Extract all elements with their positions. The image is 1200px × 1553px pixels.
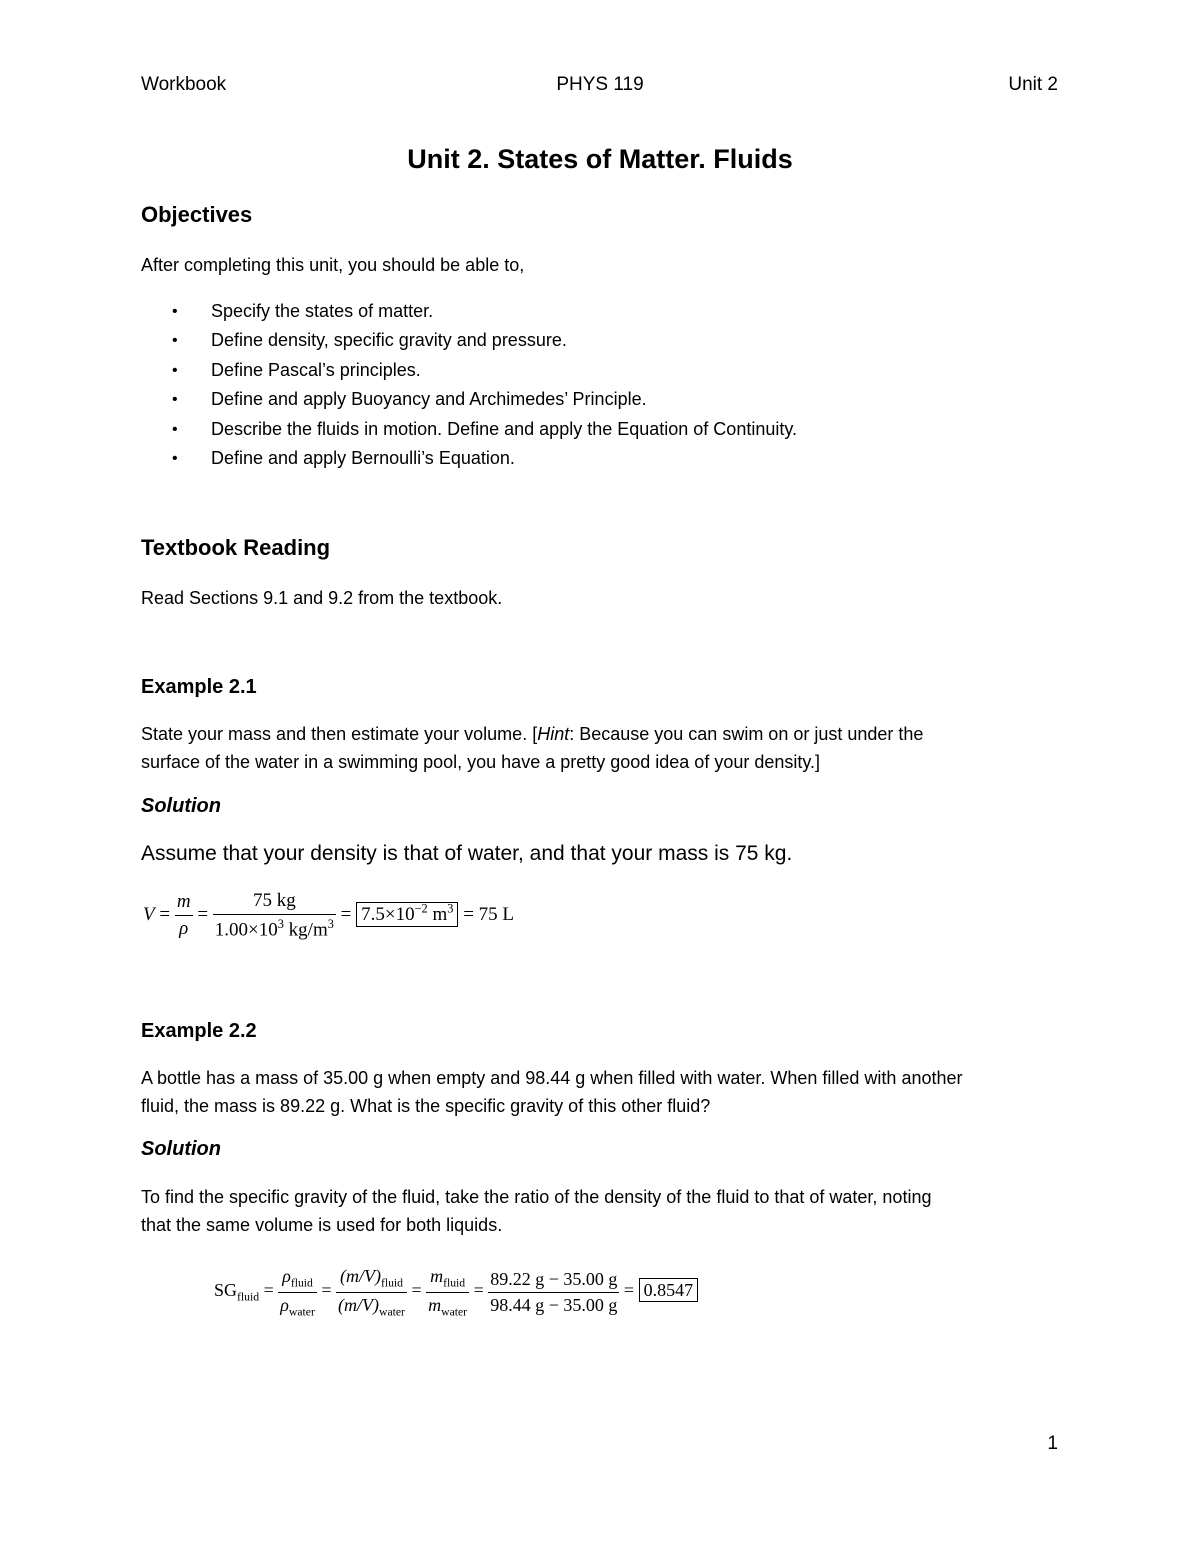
objectives-list <box>172 297 797 473</box>
reading-heading: Textbook Reading <box>141 535 331 560</box>
list-item: • Define Pascal’s principles. <box>172 356 797 385</box>
answer-box: $7.5\times 10^{-2}$ $m^3$ <box>356 902 458 927</box>
bullet-icon: • <box>172 391 178 409</box>
example2-equation: $SG_{fluid}$ = $\frac{\rho_{fluid}}{\rho_{water}}$ = $\frac{(m/V)_{fluid}}{(m/V)_{water}}$ = $\frac{m_{fluid}}{m_{water}}$ = $\frac{89.22 g - 35.00 g}{98.44 g - 35.00 g}$ = 0.8547 <box>214 1266 698 1318</box>
objectives-intro: After completing this unit, you should be able to, <box>141 255 525 275</box>
fraction: $\frac{\rho_{fluid}}{\rho_{water}}$ <box>280 1266 315 1319</box>
fraction: $\frac{89.22 g - 35.00 g}{98.44 g - 35.00 g}$ <box>490 1268 618 1315</box>
header-right: Unit 2 <box>1008 74 1058 95</box>
page-title: Unit 2. States of Matter. Fluids <box>407 144 793 174</box>
bullet-icon: • <box>172 420 178 438</box>
fraction: $\frac{75 kg}{1.00\times 10^3 kg/m^3}$ <box>214 890 334 941</box>
example1-heading: Example 2.1 <box>141 676 257 698</box>
bullet-icon: • <box>172 303 178 320</box>
bullet-icon: • <box>172 361 178 379</box>
reading-text: Read Sections 9.1 and 9.2 from the textbook. <box>141 588 503 608</box>
example2-problem: A bottle has a mass of 35.00 g when empty and 98.44 g when filled with water. When filled with another fluid, the mass is 89.22 g. What is the specific gravity of this other fluid? <box>141 1068 963 1116</box>
fraction: $\frac{m}{\rho}$ <box>176 891 191 940</box>
list-item: • Define density, specific gravity and pressure. <box>172 326 797 355</box>
example1-equation: V = $\frac{m}{\rho}$ = $\frac{75 kg}{1.00\times 10^3 kg/m^3}$ = $7.5\times 10^{-2}$ $m^3 = 75$ L <box>143 890 515 941</box>
answer-box: 0.8547 <box>639 1278 699 1302</box>
list-item: • Define and apply Buoyancy and Archimedes’ Principle. <box>172 385 797 414</box>
example1-problem: State your mass and then estimate your volume. [Hint: Because you can swim on or just under the surface of the water in a swimming pool, you have a pretty good idea of your density.] <box>141 724 924 772</box>
list-item: • Describe the fluids in motion. Define and apply the Equation of Continuity. <box>172 415 797 444</box>
hint-word: Hint <box>537 724 570 744</box>
bullet-icon: • <box>172 332 178 350</box>
page-number: 1 <box>1047 1433 1058 1454</box>
example2-solution-label: Solution <box>141 1138 221 1160</box>
example2-heading: Example 2.2 <box>141 1020 257 1042</box>
fraction: $\frac{m_{fluid}}{m_{water}}$ <box>428 1266 468 1319</box>
example1-assumption: Assume that your density is that of water, and that your mass is 75 kg. <box>141 842 793 865</box>
example1-solution-label: Solution <box>141 795 221 817</box>
list-item: • Define and apply Bernoulli’s Equation. <box>172 444 797 473</box>
fraction: $\frac{(m/V)_{fluid}}{(m/V)_{water}}$ <box>338 1266 405 1319</box>
example2-solution-text: To find the specific gravity of the fluid, take the ratio of the density of the fluid to that of water, noting that the same volume is used for both liquids. <box>141 1187 932 1235</box>
header-left: Workbook <box>141 74 227 95</box>
objectives-heading: Objectives <box>141 202 253 227</box>
list-item: • Specify the states of matter. <box>172 297 797 326</box>
bullet-icon: • <box>172 449 178 467</box>
header-center: PHYS 119 <box>556 74 644 95</box>
